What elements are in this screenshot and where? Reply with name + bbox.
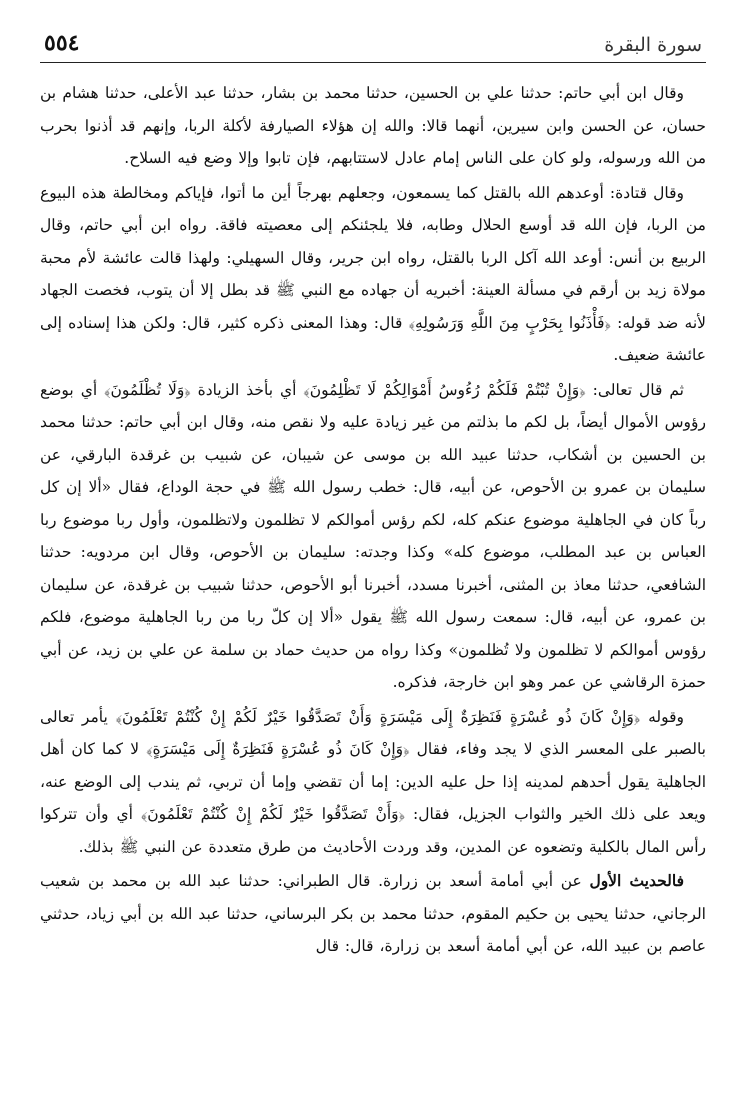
paragraph-last [40, 865, 706, 963]
book-page [40, 22, 706, 1085]
page-header [40, 22, 706, 63]
page-number: ٥٥٤ [44, 30, 80, 56]
paragraph: ثم قال تعالى: ﴿وَإِنْ تُبْتُمْ فَلَكُمْ رُءُوسُ أَمْوَالِكُمْ لَا تَظْلِمُونَ﴾ أي بأخذ الزيادة ﴿وَلَا تُظْلَمُونَ﴾ أي بوضع رؤوس الأموال أيضاً، بل لكم ما بذلتم من غير زيادة عليه ولا نقص منه، وقال ابن أبي حاتم: حدثنا محمد بن الحسين بن أشكاب، حدثنا عبيد الله بن موسى عن شيبان، عن شبيب بن غرقدة البارقي، عن سليمان بن عمرو بن الأحوص، عن أبيه، قال: خطب رسول الله ﷺ في حجة الوداع، فقال «ألا إن كل رباً كان في الجاهلية موضوع عنكم كله، لكم رؤس أموالكم لا تظلمون ولاتظلمون، وأول ربا موضوع ربا العباس بن عبد المطلب، موضوع كله» وكذا وجدته: سليمان بن الأحوص، وقال ابن مردويه: حدثنا الشافعي، حدثنا معاذ بن المثنى، أخبرنا مسدد، أخبرنا أبو الأحوص، حدثنا شبيب بن غرقدة، عن سليمان بن عمرو، عن أبيه، قال: سمعت رسول الله ﷺ يقول «ألا إن كلّ ربا من ربا الجاهلية موضوع، فلكم رؤوس أموالكم لا تظلمون ولا تُظلمون» وكذا رواه من حديث حماد بن سلمة عن علي بن زيد، عن أبي حمزة الرقاشي عن عمر وهو ابن خارجة، فذكره. [40, 380, 706, 691]
paragraph: وقال قتادة: أوعدهم الله بالقتل كما يسمعون، وجعلهم بهرجاً أين ما أتوا، فإياكم ومخالطة هذه البيوع من الربا، فإن الله قد أوسع الحلال وطابه، فلا يلجئنكم إلى معصيته فاقة. رواه ابن أبي حاتم، وقال الربيع بن أنس: أوعد الله آكل الربا بالقتل، رواه ابن جرير، وقال السهيلي: ولهذا قالت عائشة لأم محبة مولاة زيد بن أرقم في مسألة العينة: أخبريه أن جهاده مع النبي ﷺ قد بطل إلا أن يتوب، فخصت الجهاد لأنه ضد قوله: ﴿فَأْذَنُوا بِحَرْبٍ مِنَ اللَّهِ وَرَسُولِهِ﴾ قال: وهذا المعنى ذكره كثير، قال: ولكن هذا إسناده إلى عائشة ضعيف. [40, 183, 706, 364]
paragraph: وقوله ﴿وَإِنْ كَانَ ذُو عُسْرَةٍ فَنَظِرَةٌ إِلَى مَيْسَرَةٍ وَأَنْ تَصَدَّقُوا خَيْرٌ لَكُمْ إِنْ كُنْتُمْ تَعْلَمُونَ﴾ يأمر تعالى بالصبر على المعسر الذي لا يجد وفاء، فقال ﴿وَإِنْ كَانَ ذُو عُسْرَةٍ فَنَظِرَةٌ إِلَى مَيْسَرَةٍ﴾ لا كما كان أهل الجاهلية يقول أحدهم لمدينه إذا حل عليه الدين: إما أن تقضي وإما أن تربي، ثم يندب إلى الوضع عنه، ويعد على ذلك الخير والثواب الجزيل، فقال: ﴿وَأَنْ تَصَدَّقُوا خَيْرٌ لَكُمْ إِنْ كُنْتُمْ تَعْلَمُونَ﴾ أي وأن تتركوا رأس المال بالكلية وتضعوه عن المدين، وقد وردت الأحاديث من طرق متعددة عن النبي ﷺ بذلك. [40, 707, 706, 856]
hadith-heading: فالحديث الأول [589, 871, 684, 890]
paragraph: وقال ابن أبي حاتم: حدثنا علي بن الحسين، حدثنا محمد بن بشار، حدثنا عبد الأعلى، حدثنا هشام بن حسان، عن الحسن وابن سيرين، أنهما قالا: والله إن هؤلاء الصيارفة لأكلة الربا، وإنهم قد أذنوا بحرب من الله ورسوله، ولو كان على الناس إمام عادل لاستتابهم، فإن تابوا وإلا وضع فيه السلاح. [40, 84, 706, 167]
page-body [40, 77, 706, 963]
hadith-text: عن أبي أمامة أسعد بن زرارة. قال الطبراني: حدثنا عبد الله بن محمد بن شعيب الرجاني، حدثنا يحيى بن حكيم المقوم، حدثنا محمد بن بكر البرساني، حدثنا عبد الله بن أبي زياد، حدثني عاصم بن عبيد الله، عن أبي أمامة أسعد بن زرارة، قال: قال [40, 872, 706, 955]
surah-title: سورة البقرة [604, 34, 702, 56]
